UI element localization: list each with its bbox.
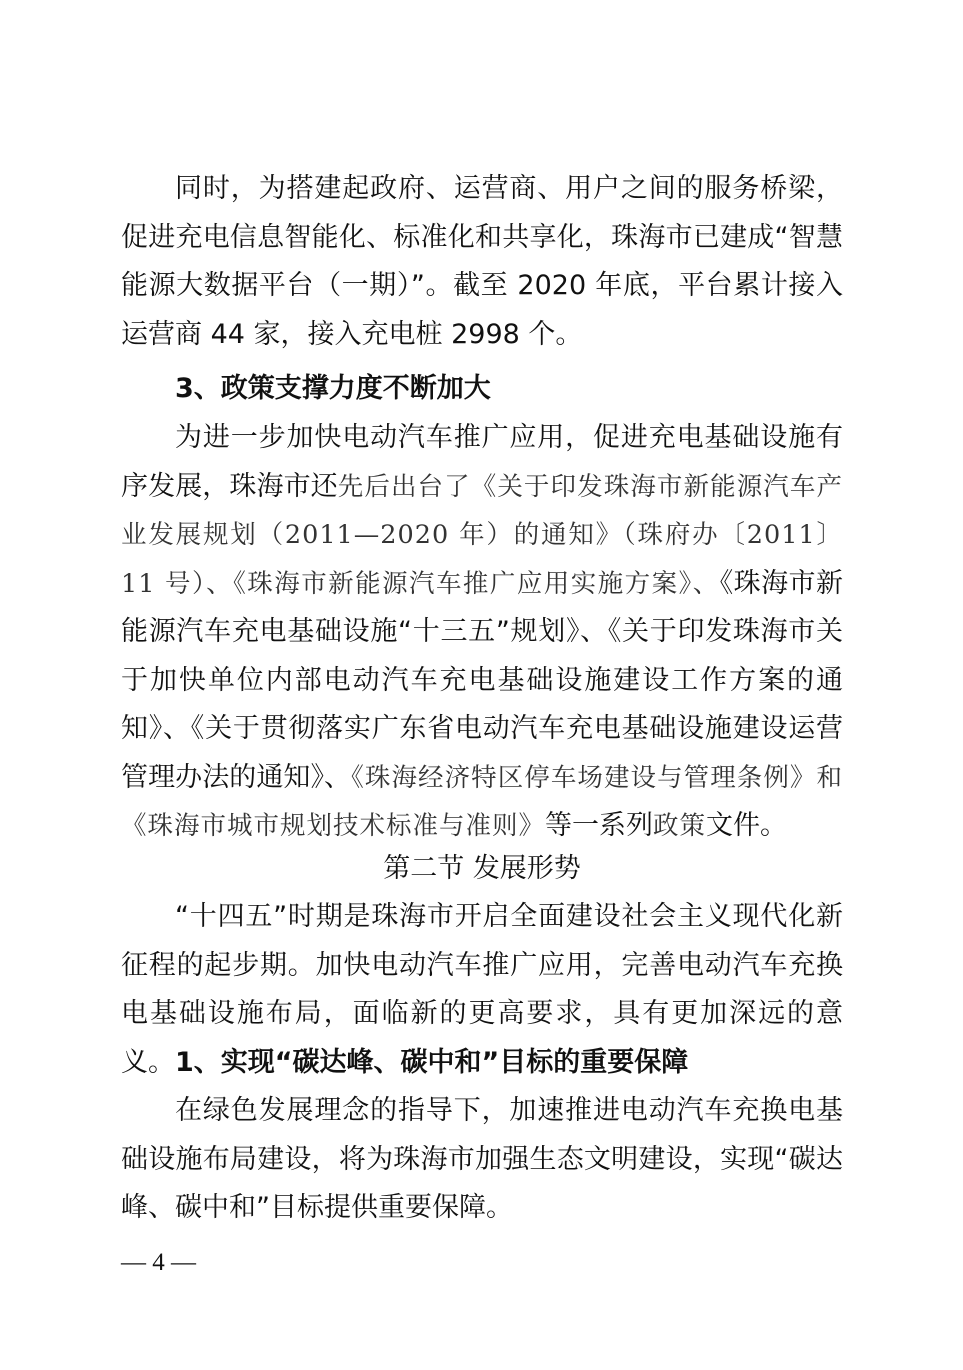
paragraph-green-development: 在绿色发展理念的指导下，加速推进电动汽车充换电基础设施布局建设，将为珠海市加强生态文明建设，实现“碳达峰、碳中和”目标提供重要保障。 bbox=[121, 1095, 843, 1223]
paragraph-14th-five-year: “十四五”时期是珠海市开启全面建设社会主义现代化新征程的起步期。加快电动汽车推广应用，完善电动汽车充换电基础设施布局，面临新的更高要求，具有更加深远的意义。 bbox=[121, 901, 843, 1078]
section-title-development-trend: 第二节 发展形势 bbox=[383, 853, 581, 884]
paragraph-policy-documents bbox=[121, 414, 843, 851]
policy-closing-serif: 政策 bbox=[653, 811, 707, 841]
policy-list-serif-a: 先后出台了《关于印发珠海市新能源汽车产业发展规划（2011—2020 年）的通知》（珠府办〔2011〕11 号）、《珠海市新能源汽车推广应用实施方案》、 bbox=[121, 471, 843, 599]
paragraph-charging-platform: 同时，为搭建起政府、运营商、用户之间的服务桥梁，促进充电信息智能化、标准化和共享化，珠海市已建成“智慧能源大数据平台（一期）”。截至 2020 年底，平台累计接入运营商 44 家，接入充电桩 2998 个。 bbox=[121, 173, 843, 350]
policy-list-serif-b: 《珠海经济特区停车场建设与管理条例》和《珠海市城市规划技术标准与准则》 bbox=[121, 762, 843, 841]
policy-intro-text: 为进一步加快电动汽车推广应用，促进充电基础设施有序发展，珠海市还 bbox=[121, 422, 843, 502]
page-number: — 4 — bbox=[121, 1249, 196, 1276]
heading-policy-support: 3、政策支撑力度不断加大 bbox=[175, 373, 491, 404]
policy-closing-b: 文件。 bbox=[706, 810, 788, 841]
policy-list-sans: 《珠海市新能源汽车充电基础设施“十三五”规划》、《关于印发珠海市关于加快单位内部电动汽车充电基础设施建设工作方案的通知》、《关于贯彻落实广东省电动汽车充电基础设施建设运营管理办法的通知》、 bbox=[121, 567, 843, 793]
heading-carbon-goals: 1、实现“碳达峰、碳中和”目标的重要保障 bbox=[175, 1047, 689, 1078]
policy-closing-a: 等一系列 bbox=[545, 810, 654, 841]
